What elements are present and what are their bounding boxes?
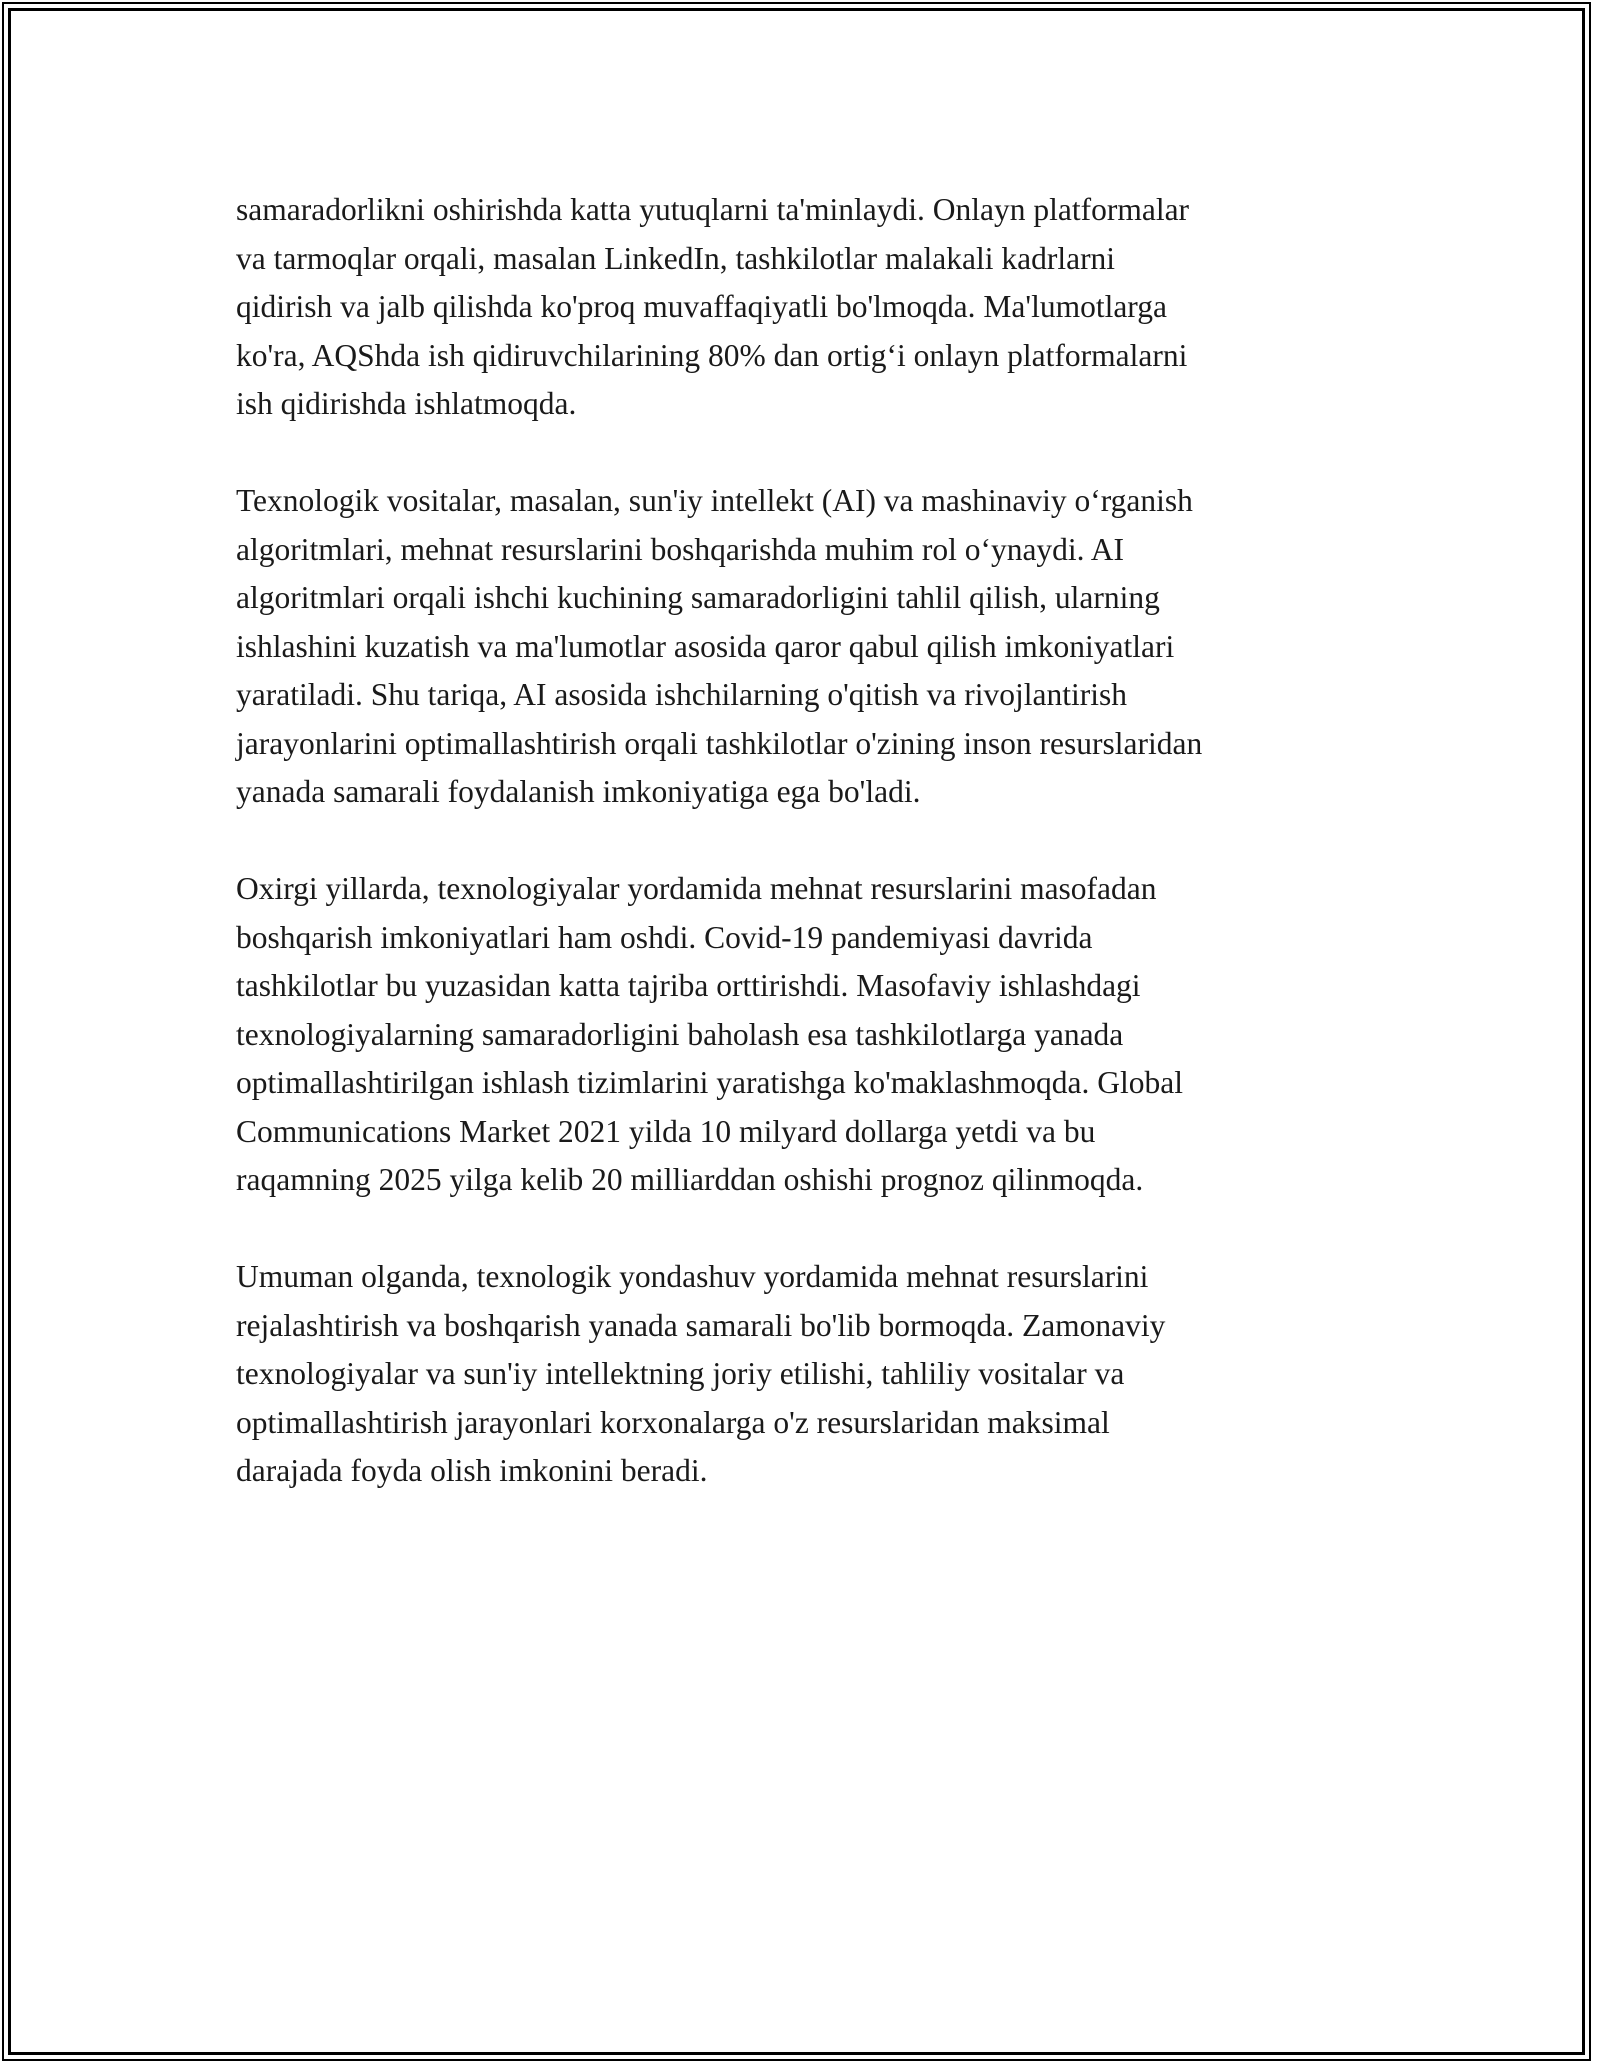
text-line: algoritmlari orqali ishchi kuchining samaradorligini tahlil qilish, ularning: [236, 580, 1160, 615]
text-line: qidirish va jalb qilishda ko'proq muvaffaqiyatli bo'lmoqda. Ma'lumotlarga: [236, 289, 1167, 324]
text-line: optimallashtirish jarayonlari korxonalarga o'z resurslaridan maksimal: [236, 1404, 1110, 1440]
paragraph-3: [236, 865, 1386, 1205]
text-line: Texnologik vositalar, masalan, sun'iy intellekt (AI) va mashinaviy o‘rganish: [236, 483, 1193, 518]
text-line: rejalashtirish va boshqarish yanada samarali bo'lib bormoqda. Zamonaviy: [236, 1307, 1166, 1343]
text-line: tashkilotlar bu yuzasidan katta tajriba orttirishdi. Masofaviy ishlashdagi: [236, 968, 1141, 1003]
text-line: darajada foyda olish imkonini beradi.: [236, 1453, 708, 1488]
text-line: ko'ra, AQShda ish qidiruvchilarining 80% dan ortig‘i onlayn platformalarni: [236, 337, 1188, 373]
text-line: algoritmlari, mehnat resurslarini boshqarishda muhim rol o‘ynaydi. AI: [236, 531, 1124, 567]
document-body: [236, 186, 1386, 1544]
paragraph-1: [236, 186, 1386, 429]
text-line: Umuman olganda, texnologik yondashuv yordamida mehnat resurslarini: [236, 1259, 1149, 1294]
text-line: yanada samarali foydalanish imkoniyatiga ega bo'ladi.: [236, 774, 921, 809]
text-line: boshqarish imkoniyatlari ham oshdi. Covid-19 pandemiyasi davrida: [236, 919, 1093, 955]
text-line: texnologiyalar va sun'iy intellektning joriy etilishi, tahliliy vositalar va: [236, 1356, 1125, 1391]
text-line: ish qidirishda ishlatmoqda.: [236, 386, 577, 421]
text-line: yaratiladi. Shu tariqa, AI asosida ishchilarning o'qitish va rivojlantirish: [236, 677, 1128, 712]
text-line: samaradorlikni oshirishda katta yutuqlarni ta'minlaydi. Onlayn platformalar: [236, 192, 1190, 227]
text-line: jarayonlarini optimallashtirish orqali tashkilotlar o'zining inson resurslaridan: [236, 725, 1203, 761]
text-line: Oxirgi yillarda, texnologiyalar yordamida mehnat resurslarini masofadan: [236, 871, 1157, 906]
paragraph-4: [236, 1253, 1386, 1496]
text-line: optimallashtirilgan ishlash tizimlarini yaratishga ko'maklashmoqda. Global: [236, 1065, 1183, 1100]
text-line: ishlashini kuzatish va ma'lumotlar asosida qaror qabul qilish imkoniyatlari: [236, 628, 1175, 664]
text-line: va tarmoqlar orqali, masalan LinkedIn, tashkilotlar malakali kadrlarni: [236, 240, 1116, 276]
text-line: raqamning 2025 yilga kelib 20 milliarddan oshishi prognoz qilinmoqda.: [236, 1162, 1144, 1197]
text-line: texnologiyalarning samaradorligini baholash esa tashkilotlarga yanada: [236, 1016, 1124, 1052]
paragraph-2: [236, 477, 1386, 817]
text-line: Communications Market 2021 yilda 10 milyard dollarga yetdi va bu: [236, 1113, 1096, 1149]
